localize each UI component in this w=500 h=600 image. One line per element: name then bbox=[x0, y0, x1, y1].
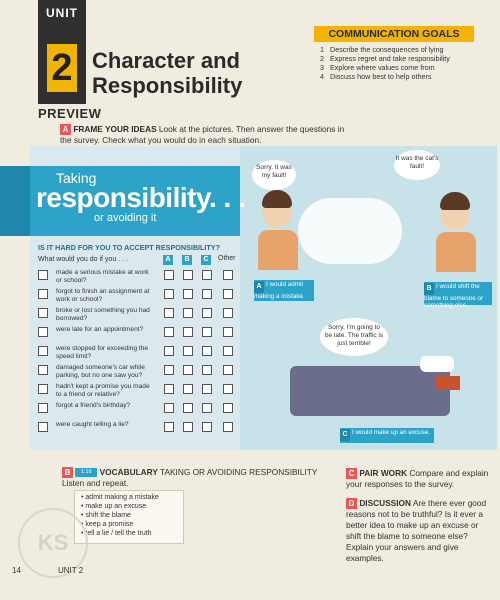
preview-label: PREVIEW bbox=[38, 106, 102, 121]
answer-other-checkbox[interactable] bbox=[223, 403, 233, 413]
communication-goals-title: COMMUNICATION GOALS bbox=[314, 26, 474, 42]
survey-row-text: forgot a friend's birthday? bbox=[56, 402, 131, 409]
answer-other-checkbox[interactable] bbox=[223, 327, 233, 337]
section-d-badge: D bbox=[346, 498, 357, 509]
answer-c-checkbox[interactable] bbox=[202, 384, 212, 394]
row-checkbox[interactable] bbox=[38, 289, 48, 299]
answer-c-checkbox[interactable] bbox=[202, 289, 212, 299]
column-c-header: C bbox=[201, 255, 211, 265]
section-a-text: Look at the pictures. Then answer the questions in the survey. Check what you would do in each situation. bbox=[60, 124, 345, 145]
banner-line-3: or avoiding it bbox=[94, 212, 157, 224]
answer-b-checkbox[interactable] bbox=[183, 327, 193, 337]
section-b-heading bbox=[62, 467, 322, 489]
thought-cloud bbox=[298, 198, 402, 264]
answer-b-checkbox[interactable] bbox=[183, 403, 193, 413]
answer-b-checkbox[interactable] bbox=[183, 422, 193, 432]
answer-other-checkbox[interactable] bbox=[223, 308, 233, 318]
row-checkbox[interactable] bbox=[38, 403, 48, 413]
answer-a-checkbox[interactable] bbox=[164, 422, 174, 432]
title-line-1: Character and bbox=[92, 48, 240, 73]
unit-label: UNIT bbox=[46, 6, 78, 20]
answer-other-checkbox[interactable] bbox=[223, 422, 233, 432]
footer-unit-label: UNIT 2 bbox=[58, 566, 84, 575]
answer-c-checkbox[interactable] bbox=[202, 422, 212, 432]
vocabulary-list bbox=[74, 490, 184, 544]
banner-line-2: responsibility. . . bbox=[36, 182, 246, 213]
section-a-badge: A bbox=[60, 124, 71, 135]
goal-item: 3 Explore where values come from bbox=[320, 63, 435, 72]
column-other-header: Other bbox=[218, 255, 236, 262]
person-admit-body bbox=[258, 230, 298, 270]
section-b-badge: B bbox=[62, 467, 73, 478]
caption-a: A I would admit making a mistake. bbox=[254, 280, 314, 301]
survey-row-text: were stopped for exceeding the speed limit? bbox=[56, 345, 149, 360]
column-a-header: A bbox=[163, 255, 173, 265]
answer-other-checkbox[interactable] bbox=[223, 289, 233, 299]
vocabulary-item: • tell a lie / tell the truth bbox=[81, 530, 152, 537]
column-b-header: B bbox=[182, 255, 192, 265]
answer-b-checkbox[interactable] bbox=[183, 346, 193, 356]
section-c-text: Compare and explain your responses to the survey. bbox=[346, 468, 489, 489]
answer-other-checkbox[interactable] bbox=[223, 384, 233, 394]
answer-c-checkbox[interactable] bbox=[202, 308, 212, 318]
speech-bubble-blame: It was the cat's fault! bbox=[394, 150, 440, 180]
pillow bbox=[420, 356, 454, 372]
answer-other-checkbox[interactable] bbox=[223, 270, 233, 280]
answer-other-checkbox[interactable] bbox=[223, 365, 233, 375]
vocabulary-item: • admit making a mistake bbox=[81, 494, 159, 501]
answer-b-checkbox[interactable] bbox=[183, 308, 193, 318]
row-checkbox[interactable] bbox=[38, 346, 48, 356]
row-checkbox[interactable] bbox=[38, 270, 48, 280]
survey-row-text: forgot to finish an assignment at work or school? bbox=[56, 288, 150, 303]
vocabulary-item: • keep a promise bbox=[81, 521, 134, 528]
answer-a-checkbox[interactable] bbox=[164, 346, 174, 356]
answer-c-checkbox[interactable] bbox=[202, 270, 212, 280]
row-checkbox[interactable] bbox=[38, 327, 48, 337]
caption-b: B I would shift the blame to someone or something else. bbox=[424, 282, 492, 305]
title-line-2: Responsibility bbox=[92, 73, 243, 98]
survey-row-text: were caught telling a lie? bbox=[56, 421, 129, 428]
survey-row-text: were late for an appointment? bbox=[56, 326, 144, 333]
answer-other-checkbox[interactable] bbox=[223, 346, 233, 356]
answer-c-checkbox[interactable] bbox=[202, 346, 212, 356]
unit-number: 2 bbox=[47, 44, 77, 92]
answer-a-checkbox[interactable] bbox=[164, 327, 174, 337]
answer-a-checkbox[interactable] bbox=[164, 289, 174, 299]
section-d bbox=[346, 498, 494, 564]
answer-c-checkbox[interactable] bbox=[202, 365, 212, 375]
row-checkbox[interactable] bbox=[38, 422, 48, 432]
vocabulary-subheading: TAKING OR AVOIDING RESPONSIBILITY bbox=[160, 467, 318, 477]
goal-item: 2 Express regret and take responsibility bbox=[320, 54, 450, 63]
survey-row-text: hadn't kept a promise you made to a friend or relative? bbox=[56, 383, 150, 398]
answer-b-checkbox[interactable] bbox=[183, 289, 193, 299]
answer-c-checkbox[interactable] bbox=[202, 403, 212, 413]
survey-row-text: made a serious mistake at work or school? bbox=[56, 269, 149, 284]
survey-title: IS IT HARD FOR YOU TO ACCEPT RESPONSIBILITY? bbox=[38, 243, 220, 252]
survey-row-text: damaged someone's car while parking, but no one saw you? bbox=[56, 364, 145, 379]
answer-b-checkbox[interactable] bbox=[183, 365, 193, 375]
survey-row-text: broke or lost something you had borrowed? bbox=[56, 307, 150, 322]
banner-line-1: Taking bbox=[56, 170, 97, 186]
answer-a-checkbox[interactable] bbox=[164, 403, 174, 413]
speech-bubble-excuse: Sorry, I'm going to be late. The traffic is just terrible! bbox=[320, 318, 388, 356]
vocabulary-item: • make up an excuse bbox=[81, 503, 147, 510]
section-d-text: Are there ever good reasons not to be truthful? Is it ever a better idea to make up an excuse or shift the blame to someone else? Explain your answers and give examples. bbox=[346, 498, 487, 563]
page-title bbox=[92, 48, 242, 98]
answer-a-checkbox[interactable] bbox=[164, 384, 174, 394]
publisher-stamp: KS bbox=[18, 508, 88, 578]
audio-track-icon[interactable]: 1:16 bbox=[75, 468, 97, 477]
answer-b-checkbox[interactable] bbox=[183, 384, 193, 394]
answer-b-checkbox[interactable] bbox=[183, 270, 193, 280]
section-d-heading: DISCUSSION bbox=[359, 498, 411, 508]
page-number: 14 bbox=[12, 566, 21, 575]
section-c bbox=[346, 468, 492, 490]
section-c-badge: C bbox=[346, 468, 357, 479]
answer-a-checkbox[interactable] bbox=[164, 365, 174, 375]
section-c-heading: PAIR WORK bbox=[359, 468, 408, 478]
row-checkbox[interactable] bbox=[38, 384, 48, 394]
speech-bubble-admit: Sorry. It was my fault! bbox=[252, 160, 296, 190]
vocabulary-item: • shift the blame bbox=[81, 512, 131, 519]
answer-a-checkbox[interactable] bbox=[164, 270, 174, 280]
banner-stripe bbox=[0, 166, 30, 236]
goal-item: 4 Discuss how best to help others bbox=[320, 72, 432, 81]
goal-item: 1 Describe the consequences of lying bbox=[320, 45, 444, 54]
section-a-heading: FRAME YOUR IDEAS bbox=[73, 124, 157, 134]
vocabulary-heading: VOCABULARY bbox=[99, 467, 158, 477]
bed-illustration bbox=[290, 366, 450, 416]
person-blame-body bbox=[436, 232, 476, 272]
alarm-clock bbox=[436, 376, 460, 390]
row-checkbox[interactable] bbox=[38, 365, 48, 375]
survey-question: What would you do if you . . . bbox=[38, 256, 128, 263]
row-checkbox[interactable] bbox=[38, 308, 48, 318]
caption-c: C I would make up an excuse. bbox=[340, 428, 434, 443]
section-a-instructions bbox=[60, 124, 350, 146]
communication-goals bbox=[314, 26, 474, 84]
answer-c-checkbox[interactable] bbox=[202, 327, 212, 337]
vocabulary-instruction: Listen and repeat. bbox=[62, 478, 129, 488]
answer-a-checkbox[interactable] bbox=[164, 308, 174, 318]
